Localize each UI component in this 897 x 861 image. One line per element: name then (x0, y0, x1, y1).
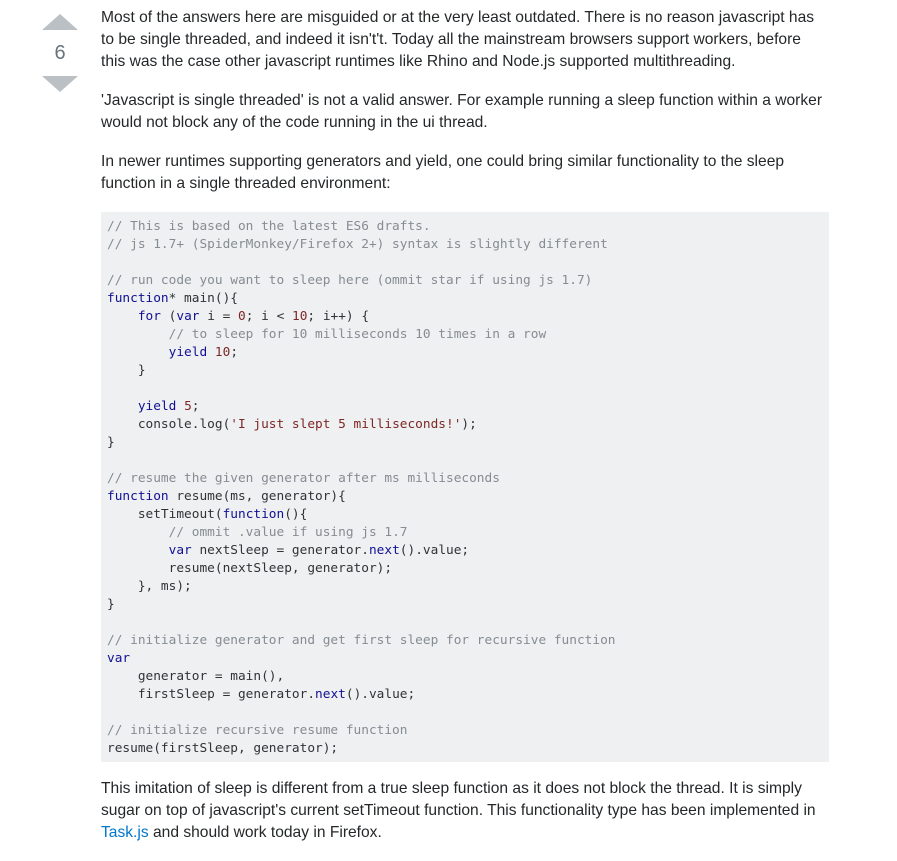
code-token (107, 327, 169, 342)
code-line (107, 560, 823, 578)
code-token: 'I just slept 5 milliseconds!' (230, 417, 462, 432)
code-line (107, 380, 823, 398)
code-line (107, 524, 823, 542)
code-line (107, 542, 823, 560)
code-line (107, 290, 823, 308)
code-token: // ommit .value if using js 1.7 (168, 525, 408, 540)
code-line (107, 344, 823, 362)
code-line (107, 254, 823, 272)
code-token: ); (461, 417, 477, 432)
code-line (107, 740, 823, 758)
paragraph-4-text-end: and should work today in Firefox. (148, 824, 382, 841)
code-token: ; i++) { (307, 309, 370, 324)
code-token: ( (160, 309, 177, 324)
code-line (107, 704, 823, 722)
code-token (107, 399, 138, 414)
code-token: // initialize recursive resume function (107, 723, 408, 738)
code-token (207, 345, 215, 360)
code-token: resume(nextSleep, generator); (107, 561, 393, 576)
code-token (107, 543, 169, 558)
code-token: for (137, 309, 161, 324)
code-token: (){ (284, 507, 308, 522)
code-block (101, 212, 829, 762)
vote-count: 6 (54, 42, 66, 64)
code-line (107, 452, 823, 470)
code-token (176, 399, 184, 414)
code-token: function (107, 489, 169, 504)
code-line (107, 632, 823, 650)
code-token: ().value; (399, 543, 470, 558)
code-token: // run code you want to sleep here (ommit star if using js 1.7) (107, 273, 593, 288)
code-line (107, 326, 823, 344)
code-token: yield (168, 345, 208, 360)
code-line (107, 434, 823, 452)
code-line (107, 578, 823, 596)
code-token: }, ms); (107, 579, 192, 594)
code-line (107, 596, 823, 614)
code-line (107, 362, 823, 380)
code-line (107, 488, 823, 506)
code-token: * main(){ (168, 291, 238, 306)
code-token: setTimeout( (107, 507, 223, 522)
code-token: generator = main(), (107, 669, 285, 684)
code-token: function (222, 507, 285, 522)
code-token: var (107, 651, 131, 666)
code-token: // initialize generator and get first sleep for recursive function (107, 633, 616, 648)
code-token: ; (230, 345, 239, 360)
code-token: ; (191, 399, 200, 414)
code-token: function (107, 291, 169, 306)
code-line (107, 722, 823, 740)
code-line (107, 686, 823, 704)
code-token: 10 (214, 345, 231, 360)
code-line (107, 506, 823, 524)
code-line (107, 308, 823, 326)
code-token (107, 345, 169, 360)
code-token: 0 (238, 309, 246, 324)
code-token: // resume the given generator after ms milliseconds (107, 471, 500, 486)
code-token: yield (137, 399, 177, 414)
code-token: resume(firstSleep, generator); (107, 741, 339, 756)
code-token: resume(ms, generator){ (168, 489, 346, 504)
code-token: var (176, 309, 200, 324)
answer-paragraph-1: Most of the answers here are misguided or at the very least outdated. There is no reason javascript has to be single threaded, and indeed it isn't't. Today all the mainstream browsers support workers, before this was the case other javascript runtimes like Rhino and Node.js supported multithreading. (101, 9, 815, 70)
code-token: ().value; (345, 687, 416, 702)
code-token: i = (199, 309, 239, 324)
code-token: } (107, 363, 146, 378)
answer-paragraph-2: 'Javascript is single threaded' is not a valid answer. For example running a sleep function within a worker would not block any of the code running in the ui thread. (101, 92, 823, 131)
code-token: } (107, 597, 115, 612)
code-token (107, 309, 138, 324)
code-token: console.log( (107, 417, 231, 432)
code-line (107, 614, 823, 632)
code-token: // This is based on the latest ES6 drafts. (107, 219, 431, 234)
code-line (107, 650, 823, 668)
paragraph-4-text-start: This imitation of sleep is different from a true sleep function as it does not block the thread. It is simply sugar on top of javascript's current setTimeout function. This functionality type has been implemented in (101, 780, 816, 819)
upvote-arrow-icon[interactable] (42, 14, 78, 30)
code-line (107, 398, 823, 416)
answer-paragraph-4 (101, 778, 829, 844)
code-token: next (368, 543, 400, 558)
code-token: 5 (184, 399, 192, 414)
code-line (107, 668, 823, 686)
downvote-arrow-icon[interactable] (42, 76, 78, 92)
code-token: } (107, 435, 115, 450)
code-token (107, 525, 169, 540)
code-line (107, 218, 823, 236)
vote-cell (40, 8, 80, 92)
code-token: // to sleep for 10 milliseconds 10 times in a row (168, 327, 547, 342)
code-token: 10 (291, 309, 308, 324)
code-line (107, 416, 823, 434)
code-token: // js 1.7+ (SpiderMonkey/Firefox 2+) syntax is slightly different (107, 237, 608, 252)
code-token: var (168, 543, 192, 558)
code-token: firstSleep = generator. (107, 687, 316, 702)
code-token: ; i < (245, 309, 292, 324)
answer-body (101, 7, 829, 861)
code-token: next (315, 687, 346, 702)
code-token: nextSleep = generator. (191, 543, 369, 558)
code-line (107, 272, 823, 290)
taskjs-link[interactable]: Task.js (101, 824, 149, 841)
code-line (107, 236, 823, 254)
answer-paragraph-3: In newer runtimes supporting generators and yield, one could bring similar functionality to the sleep function in a single threaded environment: (101, 153, 785, 192)
code-line (107, 470, 823, 488)
